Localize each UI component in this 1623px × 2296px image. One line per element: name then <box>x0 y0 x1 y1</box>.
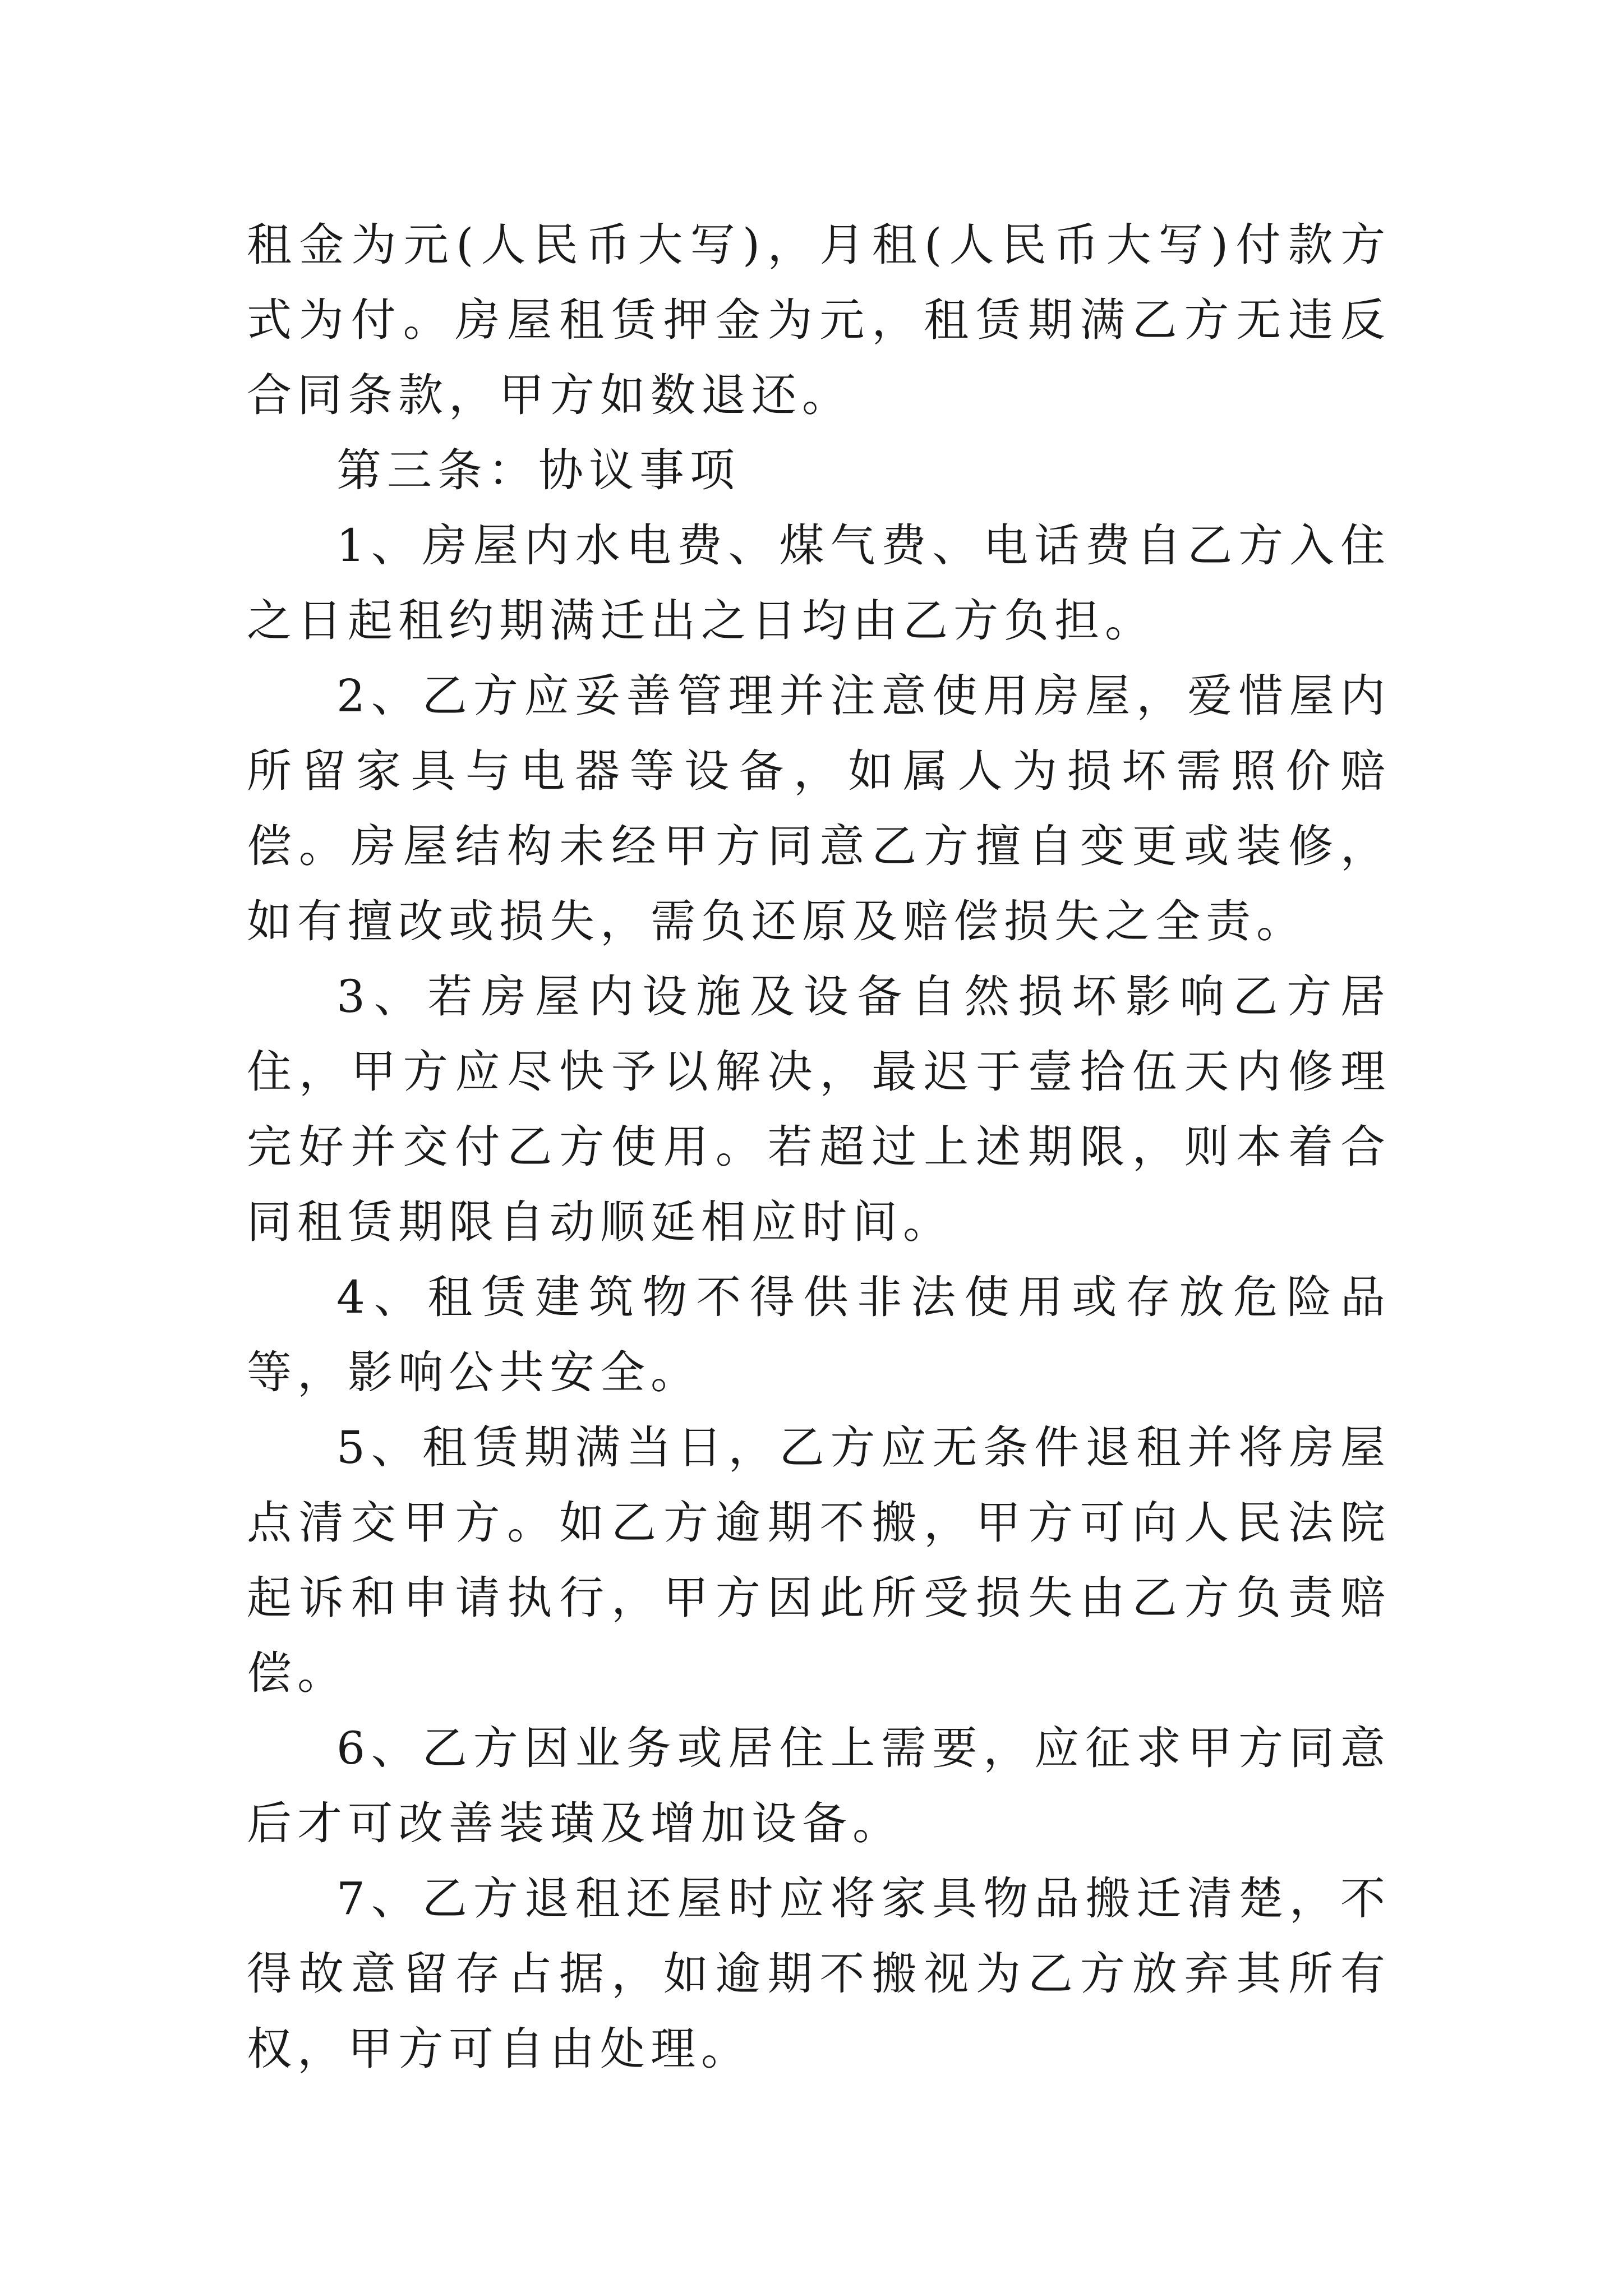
clause-2-maintenance: 2、乙方应妥善管理并注意使用房屋，爱惜屋内所留家具与电器等设备，如属人为损坏需照价赔偿。房屋结构未经甲方同意乙方擅自变更或装修，如有擅改或损失，需负还原及赔偿损失之全责。 <box>247 670 1391 947</box>
clause-1-utilities: 1、房屋内水电费、煤气费、电话费自乙方入住之日起租约期满迁出之日均由乙方负担。 <box>247 519 1391 647</box>
document-body <box>247 208 1391 2087</box>
clause-4-illegal-use: 4、租赁建筑物不得供非法使用或存放危险品等，影响公共安全。 <box>247 1271 1391 1398</box>
section-heading-article-3: 第三条：协议事项 <box>336 444 740 496</box>
clause-5-lease-end: 5、租赁期满当日，乙方应无条件退租并将房屋点清交甲方。如乙方逾期不搬，甲方可向人民法院起诉和申请执行，甲方因此所受损失由乙方负责赔偿。 <box>247 1421 1391 1699</box>
clause-3-repairs: 3、若房屋内设施及设备自然损坏影响乙方居住，甲方应尽快予以解决，最迟于壹拾伍天内修理完好并交付乙方使用。若超过上述期限，则本着合同租赁期限自动顺延相应时间。 <box>247 970 1391 1248</box>
clause-7-move-out: 7、乙方退租还屋时应将家具物品搬迁清楚，不得故意留存占据，如逾期不搬视为乙方放弃其所有权，甲方可自由处理。 <box>247 1872 1391 2075</box>
paragraph-rent-deposit: 租金为元(人民币大写)，月租(人民币大写)付款方式为付。房屋租赁押金为元，租赁期满乙方无违反合同条款，甲方如数退还。 <box>247 219 1391 421</box>
clause-6-improvements: 6、乙方因业务或居住上需要，应征求甲方同意后才可改善装璜及增加设备。 <box>247 1722 1391 1849</box>
